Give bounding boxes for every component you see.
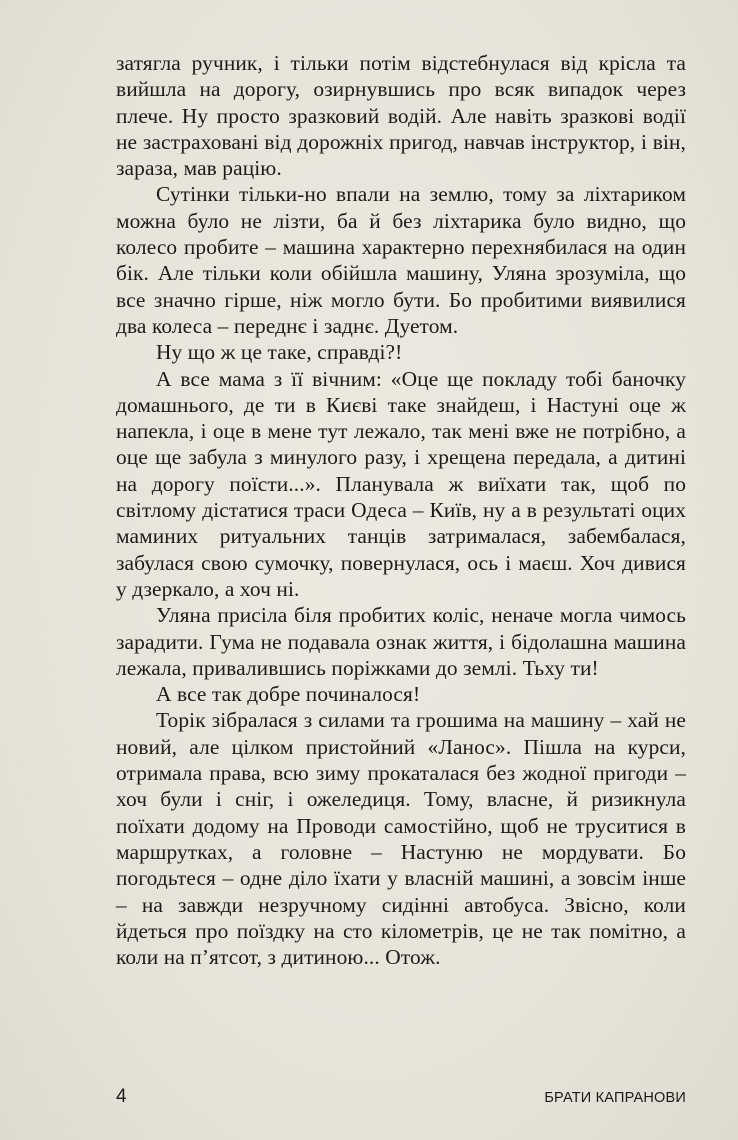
paragraph-4: А все мама з її вічним: «Оце ще покладу тобі баночку домашнього, де ти в Києві таке знайдеш, і Настуні оце ж напекла, і оце в мене тут лежало, так мені вже не потрібно, а оце ще забула з минулого разу, і хрещена передала, а дитині на дорогу поїсти...». Планувала ж виїхати так, щоб по світлому дістатися траси Одеса – Київ, ну а в результаті оцих маминих ритуальних танців затрималася, забембалася, забулася свою сумочку, повернулася, ось і маєш. Хоч дивися у дзеркало, а хоч ні. xyxy=(116,366,686,601)
paragraph-3: Ну що ж це таке, справді?! xyxy=(156,340,403,365)
paragraph-5: Уляна присіла біля пробитих коліс, неначе могла чимось зарадити. Гума не подавала ознак життя, і бідолашна машина лежала, привалившись поріжками до землі. Тьху ти! xyxy=(116,603,686,680)
paragraph-7: Торік зібралася з силами та грошима на машину – хай не новий, але цілком пристойний «Ланос». Пішла на курси, отримала права, всю зиму прокаталася без жодної пригоди – хоч були і сніг, і ожеледиця. Тому, власне, й ризикнула поїхати додому на Проводи самостійно, щоб не труситися в маршрутках, а головне – Настуню не мордувати. Бо погодьтеся – одне діло їхати у власній машині, а зовсім інше – на завжди незручному сидінні автобуса. Звісно, коли йдеться про поїздку на сто кілометрів, це не так помітно, а коли на п’ятсот, з дитиною... Отож. xyxy=(116,708,686,970)
running-title: БРАТИ КАПРАНОВИ xyxy=(544,1090,686,1106)
page-footer xyxy=(116,1087,686,1107)
page-number: 4 xyxy=(116,1086,127,1107)
paragraph-6: А все так добре починалося! xyxy=(156,682,421,707)
paragraph-1: затягла ручник, і тільки потім відстебнулася від крісла та вийшла на дорогу, озирнувшись про всяк випадок через плече. Ну просто зразковий водій. Але навіть зразкові водії не застраховані від дорожніх пригод, навчав інструктор, і він, зараза, мав рацію. xyxy=(116,51,686,181)
body-text xyxy=(116,50,686,970)
paragraph-2: Сутінки тільки-но впали на землю, тому за ліхтариком можна було не лізти, ба й без ліхтарика було видно, що колесо пробите – машина характерно перехнябилася на один бік. Але тільки коли обійшла машину, Уляна зрозуміла, що все значно гірше, ніж могло бути. Бо пробитими виявилися два колеса – переднє і заднє. Дуетом. xyxy=(116,182,686,338)
